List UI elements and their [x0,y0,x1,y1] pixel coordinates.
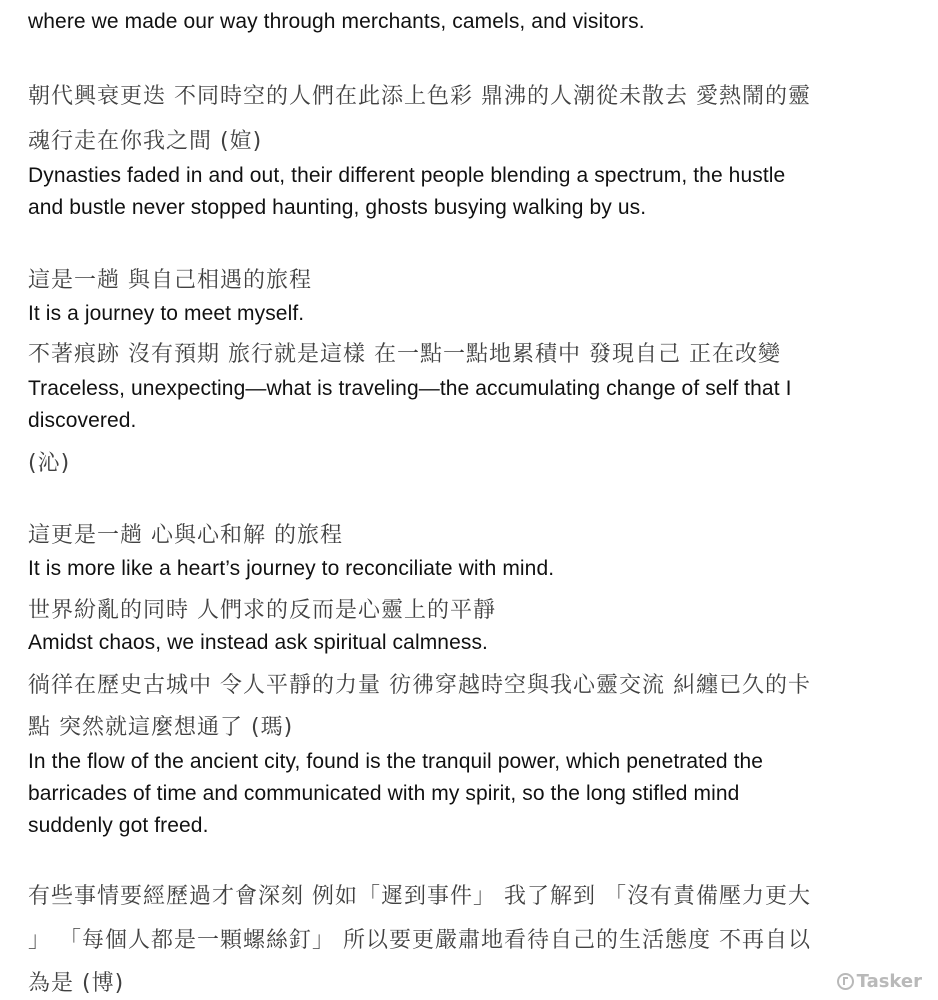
text-line-chinese: (沁) [28,451,71,476]
watermark-text: Tasker [856,971,922,992]
text-line-english: and bustle never stopped haunting, ghosts busying walking by us. [28,196,647,219]
text-line-chinese: 世界紛亂的同時 人們求的反而是心靈上的平靜 [28,598,496,623]
text-line-english: Amidst chaos, we instead ask spiritual calmness. [28,631,488,654]
text-line-english: where we made our way through merchants, camels, and visitors. [28,10,645,33]
text-line-english: In the flow of the ancient city, found is the tranquil power, which penetrated the [28,750,764,773]
text-line-chinese: 點 突然就這麼想通了 (瑪) [28,715,294,740]
text-line-chinese: 徜徉在歷史古城中 令人平靜的力量 彷彿穿越時空與我心靈交流 糾纏已久的卡 [28,673,811,698]
text-line-chinese: 這更是一趟 心與心和解 的旅程 [28,523,343,548]
text-line-english: It is a journey to meet myself. [28,302,305,325]
text-line-english: discovered. [28,409,137,432]
tasker-logo-icon [837,973,854,990]
text-line-chinese: 這是一趟 與自己相遇的旅程 [28,268,312,293]
text-line-english: suddenly got freed. [28,814,209,837]
text-line-english: Traceless, unexpecting—what is traveling—the accumulating change of self that I [28,377,792,400]
text-line-chinese: 有些事情要經歷過才會深刻 例如「遲到事件」 我了解到 「沒有責備壓力更大 [28,884,811,909]
text-line-chinese: 朝代興衰更迭 不同時空的人們在此添上色彩 鼎沸的人潮從未散去 愛熱鬧的靈 [28,84,811,109]
text-line-english: It is more like a heart’s journey to reconciliate with mind. [28,557,555,580]
text-line-chinese: 魂行走在你我之間 (媗) [28,129,263,154]
text-line-english: Dynasties faded in and out, their different people blending a spectrum, the hustle [28,164,786,187]
text-line-chinese: 為是 (博) [28,971,125,996]
text-line-chinese: 」 「每個人都是一顆螺絲釘」 所以要更嚴肅地看待自己的生活態度 不再自以 [28,928,811,953]
text-line-chinese: 不著痕跡 沒有預期 旅行就是這樣 在一點一點地累積中 發現自己 正在改變 [28,342,781,367]
tasker-watermark [837,971,922,992]
text-line-english: barricades of time and communicated with my spirit, so the long stifled mind [28,782,740,805]
